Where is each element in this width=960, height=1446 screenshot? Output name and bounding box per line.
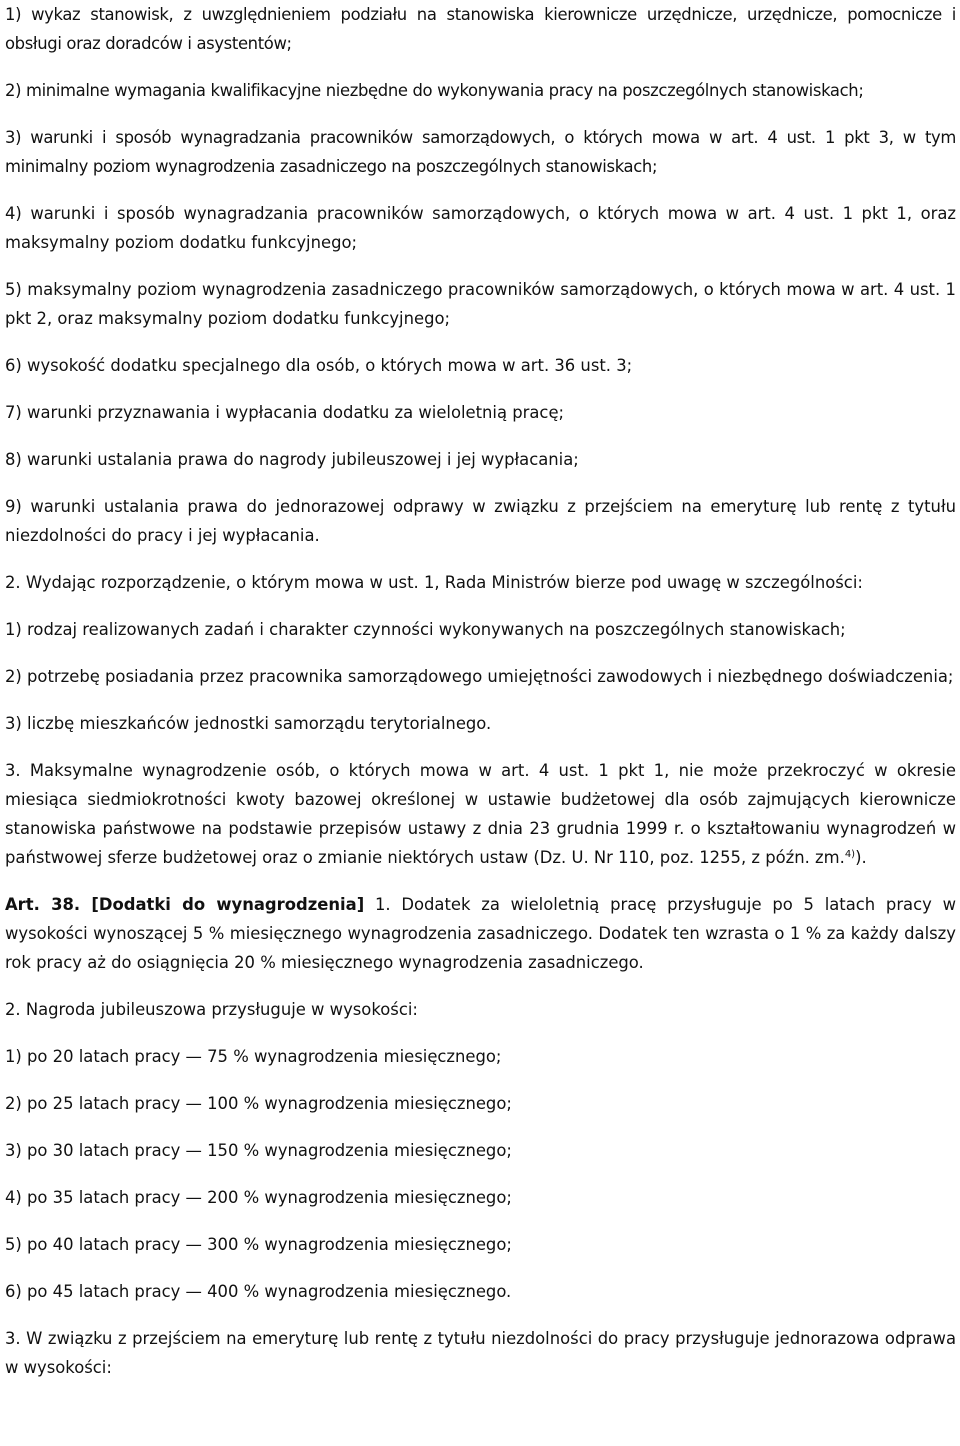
list-item: 3) po 30 latach pracy — 150 % wynagrodzenia miesięcznego;: [5, 1141, 512, 1160]
list-item: 4) po 35 latach pracy — 200 % wynagrodzenia miesięcznego;: [5, 1188, 512, 1207]
section-3-tail: ).: [855, 848, 867, 867]
list-item: 2) po 25 latach pracy — 100 % wynagrodzenia miesięcznego;: [5, 1094, 512, 1113]
list-item: 5) po 40 latach pracy — 300 % wynagrodzenia miesięcznego;: [5, 1235, 512, 1254]
section-3-paragraph: [5, 756, 956, 872]
list-item: 1) po 20 latach pracy — 75 % wynagrodzenia miesięcznego;: [5, 1047, 502, 1066]
list-item: 8) warunki ustalania prawa do nagrody jubileuszowej i jej wypłacania;: [5, 450, 579, 469]
article-38-text: 1. Dodatek za wieloletnią pracę przysługuje po 5 latach pracy w wysokości wynoszącej 5 % miesięcznego wynagrodzenia zasadniczego. Dodatek ten wzrasta o 1 % za każdy dalszy rok pracy aż do osiągnięcia 20 % miesięcznego wynagrodzenia zasadniczego.: [5, 895, 956, 972]
list-item: 4) warunki i sposób wynagradzania pracowników samorządowych, o których mowa w art. 4 ust. 1 pkt 1, oraz maksymalny poziom dodatku funkcyjnego;: [5, 204, 956, 252]
article-heading: Art. 38. [Dodatki do wynagrodzenia]: [5, 895, 365, 914]
article-38-paragraph-2-intro: 2. Nagroda jubileuszowa przysługuje w wysokości:: [5, 1000, 418, 1019]
list-item: 6) wysokość dodatku specjalnego dla osób, o których mowa w art. 36 ust. 3;: [5, 356, 633, 375]
list-item: 5) maksymalny poziom wynagrodzenia zasadniczego pracowników samorządowych, o których mowa w art. 4 ust. 1 pkt 2, oraz maksymalny poziom dodatku funkcyjnego;: [5, 280, 956, 328]
list-item: 3) warunki i sposób wynagradzania pracowników samorządowych, o których mowa w art. 4 ust. 1 pkt 3, w tym minimalny poziom wynagrodzenia zasadniczego na poszczególnych stanowiskach;: [5, 128, 956, 176]
article-38-paragraph-3: 3. W związku z przejściem na emeryturę lub rentę z tytułu niezdolności do pracy przysługuje jednorazowa odprawa w wysokości:: [5, 1329, 956, 1377]
list-item: 1) rodzaj realizowanych zadań i charakter czynności wykonywanych na poszczególnych stanowiskach;: [5, 620, 846, 639]
section-2-intro: 2. Wydając rozporządzenie, o którym mowa w ust. 1, Rada Ministrów bierze pod uwagę w szczególności:: [5, 573, 863, 592]
article-38-paragraph-1: [5, 890, 956, 977]
footnote-marker: 4): [844, 849, 856, 860]
list-item: 2) minimalne wymagania kwalifikacyjne niezbędne do wykonywania pracy na poszczególnych stanowiskach;: [5, 81, 864, 100]
list-item: 6) po 45 latach pracy — 400 % wynagrodzenia miesięcznego.: [5, 1282, 512, 1301]
list-item: 7) warunki przyznawania i wypłacania dodatku za wieloletnią pracę;: [5, 403, 565, 422]
section-3-text: 3. Maksymalne wynagrodzenie osób, o których mowa w art. 4 ust. 1 pkt 1, nie może przekroczyć w okresie miesiąca siedmiokrotności kwoty bazowej określonej w ustawie budżetowej dla osób zajmujących kierownicze stanowiska państwowe na podstawie przepisów ustawy z dnia 23 grudnia 1999 r. o kształtowaniu wynagrodzeń w państwowej sferze budżetowej oraz o zmianie niektórych ustaw (Dz. U. Nr 110, poz. 1255, z późn. zm.: [5, 761, 956, 867]
list-item: 1) wykaz stanowisk, z uwzględnieniem podziału na stanowiska kierownicze urzędnicze, urzędnicze, pomocnicze i obsługi oraz doradców i asystentów;: [5, 5, 956, 53]
list-item: 2) potrzebę posiadania przez pracownika samorządowego umiejętności zawodowych i niezbędnego doświadczenia;: [5, 667, 954, 686]
list-item: 3) liczbę mieszkańców jednostki samorządu terytorialnego.: [5, 714, 492, 733]
list-item: 9) warunki ustalania prawa do jednorazowej odprawy w związku z przejściem na emeryturę lub rentę z tytułu niezdolności do pracy i jej wypłacania.: [5, 497, 956, 545]
